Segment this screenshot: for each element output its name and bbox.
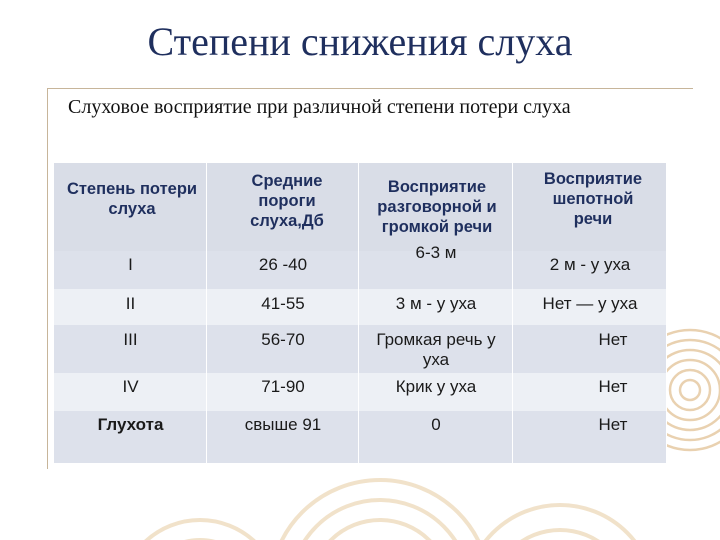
- cell-speech: 6-3 м: [415, 243, 457, 262]
- cell-whisper: Нет — у уха: [542, 294, 638, 313]
- cell-speech: Громкая речь у уха: [376, 330, 496, 369]
- table-cell: [513, 411, 667, 463]
- table-cell: [54, 373, 207, 411]
- cell-threshold: свыше 91: [244, 415, 322, 434]
- table-header-row: [54, 163, 667, 251]
- header-speech-label: Восприятие разговорной и громкой речи: [377, 178, 497, 236]
- slide-subtitle: Слуховое восприятие при различной степени потери слуха: [68, 96, 571, 118]
- header-thresholds-label: Средние пороги слуха,Дб: [250, 172, 324, 230]
- cell-degree: I: [128, 255, 133, 274]
- cell-threshold: 26 -40: [258, 255, 308, 274]
- table-cell: [359, 373, 513, 411]
- table-cell: [359, 411, 513, 463]
- cell-speech: 0: [431, 415, 441, 434]
- cell-threshold: 56-70: [261, 330, 305, 349]
- table-cell: [359, 289, 513, 325]
- table-row: [54, 243, 667, 289]
- table-cell: [359, 325, 513, 373]
- table-cell: [513, 373, 667, 411]
- table-cell: [54, 325, 207, 373]
- header-whisper-label: Восприятие шепотной речи: [543, 170, 643, 228]
- table-cell: [207, 411, 359, 463]
- cell-whisper: 2 м - у уха: [549, 255, 631, 274]
- cell-degree: IV: [122, 377, 139, 396]
- cell-whisper: Нет: [598, 330, 628, 349]
- table-cell: [207, 373, 359, 411]
- cell-threshold: 41-55: [261, 294, 305, 313]
- table-row: [54, 373, 667, 411]
- table-cell: [513, 289, 667, 325]
- table-cell: [359, 243, 513, 289]
- table-cell: [207, 325, 359, 373]
- slide-title: Степени снижения слуха: [147, 19, 573, 64]
- header-cell-degree: [54, 163, 207, 251]
- table-cell: [54, 289, 207, 325]
- table-row: [54, 289, 667, 325]
- cell-speech: 3 м - у уха: [395, 294, 477, 313]
- cell-degree: II: [125, 294, 136, 313]
- table-cell: [513, 325, 667, 373]
- header-cell-speech: [359, 163, 513, 251]
- cell-degree: Глухота: [97, 415, 164, 434]
- hearing-loss-table: [54, 163, 667, 463]
- cell-threshold: 71-90: [261, 377, 305, 396]
- cell-degree: III: [123, 330, 138, 349]
- cell-speech: Крик у уха: [395, 377, 477, 396]
- table-cell: [513, 251, 667, 289]
- table-cell: [207, 251, 359, 289]
- cell-whisper: Нет: [598, 377, 628, 396]
- table-cell: [54, 251, 207, 289]
- header-cell-thresholds: [207, 163, 359, 251]
- header-degree-label: Степень потери слуха: [66, 180, 198, 218]
- table-cell: [54, 411, 207, 463]
- table-cell: [207, 289, 359, 325]
- cell-whisper: Нет: [598, 415, 628, 434]
- table-row: [54, 411, 667, 463]
- header-cell-whisper: [513, 163, 667, 251]
- table-row: [54, 325, 667, 373]
